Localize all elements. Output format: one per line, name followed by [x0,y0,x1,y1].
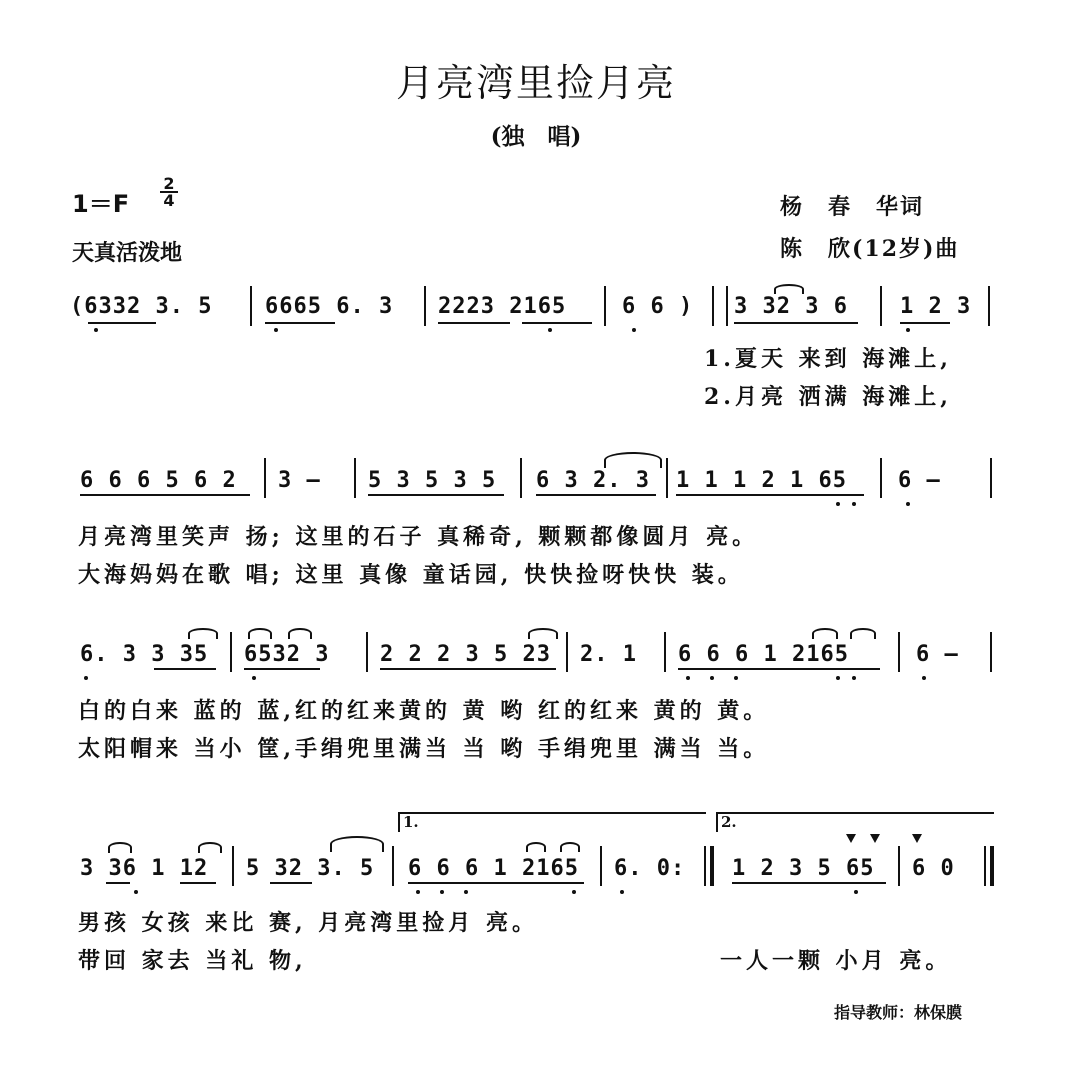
measure: 6. 0: [614,856,686,881]
octave-dot [274,328,278,332]
bar-line [898,846,900,886]
lyrics-verse-1: 月亮湾里笑声 扬; 这里的石子 真稀奇, 颗颗都像圆月 亮。 [78,524,759,550]
octave-dot [572,890,576,894]
measure: 6 6 6 5 6 2 [80,468,237,493]
octave-dot [686,676,690,680]
underline [270,882,312,884]
measure: 1 2 3 5 65 [732,856,875,881]
measure: 6 6 ) [622,294,694,319]
measure: 6665 6. 3 [265,294,394,319]
octave-dot [440,890,444,894]
measure: 6532 3 [244,642,330,667]
time-signature [160,176,178,208]
slur [526,842,546,852]
lyrics-verse-2-ending: 一人一颗 小月 亮。 [720,948,952,974]
bar-line [990,632,992,672]
measure: 3 36 1 12 [80,856,209,881]
bar-line [990,458,992,498]
second-ending-bracket [716,812,994,832]
lyrics-verse-2: 太阳帽来 当小 筐,手绢兜里满当 当 哟 手绢兜里 满当 当。 [78,736,770,762]
octave-dot [632,328,636,332]
octave-dot [416,890,420,894]
octave-dot [84,676,88,680]
bar-line [726,286,728,326]
time-signature-top: 2 [160,176,178,193]
slur [528,628,558,639]
underline [244,668,320,670]
slur [812,628,838,639]
octave-dot [134,890,138,894]
final-bar-line [984,846,986,886]
bar-line [880,458,882,498]
underline [368,494,504,496]
measure: 6 0 [912,856,955,881]
bar-line [232,846,234,886]
underline [80,494,250,496]
lyrics-verse-1: 白的白来 蓝的 蓝,红的红来黄的 黄 哟 红的红来 黄的 黄。 [78,698,770,724]
bar-line [880,286,882,326]
bar-line [712,286,714,326]
underline [88,322,156,324]
measure: (6332 3. 5 [70,294,213,319]
time-signature-bottom: 4 [163,191,175,210]
measure: 1 1 1 2 1 65 [676,468,847,493]
accent-mark [846,834,856,843]
measure: 6 3 2. 3 [536,468,650,493]
accent-mark [912,834,922,843]
octave-dot [906,328,910,332]
measure: 2223 2165 [438,294,567,319]
underline [380,668,556,670]
underline [536,494,656,496]
composer-credit: 陈 欣(12岁)曲 [780,236,960,262]
subtitle: (独 唱) [490,123,582,150]
underline [438,322,510,324]
octave-dot [836,502,840,506]
bar-line [354,458,356,498]
underline [265,322,335,324]
slur [330,836,384,852]
octave-dot [836,676,840,680]
underline [522,322,592,324]
measure: 6. 3 3 35 [80,642,209,667]
slur [188,628,218,639]
song-title: 月亮湾里捡月亮 [395,61,676,105]
bar-line [424,286,426,326]
slur [850,628,876,639]
measure: 6 – [898,468,941,493]
octave-dot [906,502,910,506]
measure: 5 3 5 3 5 [368,468,497,493]
underline [676,494,864,496]
octave-dot [464,890,468,894]
repeat-bar-line [710,846,714,886]
octave-dot [620,890,624,894]
lyricist-credit: 杨 春 华词 [780,194,925,220]
measure: 6 – [916,642,959,667]
octave-dot [922,676,926,680]
measure: 1 2 3 [900,294,972,319]
bar-line [666,458,668,498]
bar-line [250,286,252,326]
lyrics-verse-2: 2.月亮 洒满 海滩上, [704,384,952,410]
tempo-marking: 天真活泼地 [72,241,183,266]
bar-line [366,632,368,672]
repeat-bar-line [704,846,706,886]
bar-line [604,286,606,326]
measure: 3 – [278,468,321,493]
slur [108,842,132,853]
final-bar-line [990,846,994,886]
octave-dot [734,676,738,680]
measure: 5 32 3. 5 [246,856,375,881]
bar-line [230,632,232,672]
octave-dot [548,328,552,332]
octave-dot [852,502,856,506]
underline [732,882,886,884]
volta-2-label: 2. [721,813,737,831]
measure: 6 6 6 1 2165 [408,856,579,881]
slur [248,628,272,639]
lyrics-verse-1: 1.夏天 来到 海滩上, [704,346,952,372]
lyrics-verse-2: 带回 家去 当礼 物, [78,948,307,974]
measure: 3 32 3 6 [734,294,848,319]
underline [106,882,130,884]
underline [154,668,216,670]
bar-line [664,632,666,672]
measure: 2 2 2 3 5 23 [380,642,551,667]
measure: 2. 1 [580,642,637,667]
slur [288,628,312,639]
bar-line [898,632,900,672]
underline [408,882,584,884]
bar-line [264,458,266,498]
octave-dot [852,676,856,680]
accent-mark [870,834,880,843]
bar-line [988,286,990,326]
slur [604,452,662,468]
bar-line [600,846,602,886]
octave-dot [252,676,256,680]
octave-dot [854,890,858,894]
first-ending-bracket [398,812,706,832]
underline [734,322,858,324]
octave-dot [710,676,714,680]
lyrics-verse-1: 男孩 女孩 来比 赛, 月亮湾里捡月 亮。 [78,910,538,936]
instructor-credit: 指导教师：林保膜 [833,1003,962,1022]
slur [198,842,222,853]
lyrics-verse-2: 大海妈妈在歌 唱; 这里 真像 童话园, 快快捡呀快快 装。 [78,562,744,588]
key-signature: 1＝F [72,190,130,218]
slur [560,842,580,852]
underline [900,322,950,324]
octave-dot [94,328,98,332]
slur [774,284,804,294]
underline [180,882,216,884]
bar-line [520,458,522,498]
measure: 6 6 6 1 2165 [678,642,849,667]
volta-1-label: 1. [403,813,419,831]
bar-line [566,632,568,672]
underline [678,668,880,670]
bar-line [392,846,394,886]
